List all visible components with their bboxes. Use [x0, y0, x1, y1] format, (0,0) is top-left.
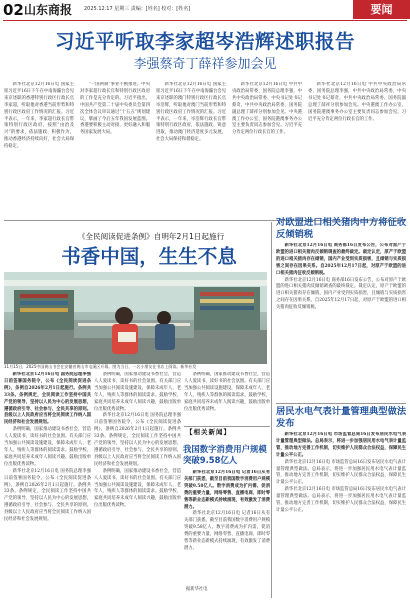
- feature-column-2: 条例明确，国家推动建设书香社会，营造人人爱读书、读好书的社会氛围。有关部门应当加强公共阅读设施建设，保障未成年人、老年人、残疾人等群体的阅读需求。鼓励学校、家庭共同培养未成年人阅读兴趣，鼓励出版单位出版优秀读物。 新华社北京12月16日电 国务院总理李强日前签署国务院令，公布《全民阅读促进条例》，条例自2026年2月1日起施行。条例共33条。条例规定，全民阅读工作坚持中国共产党的领导，坚持以人民为中心的发展思想，遵循政府引导、社会参与、全民共享的原则。县级以上人民政府应当将全民阅读工作纳入国民经济和社会发展规划。 条例明确，国家推动建设书香社会，营造人人爱读书、读好书的社会氛围。有关部门应当加强公共阅读设施建设，保障未成年人、老年人、残疾人等群体的阅读需求。鼓励学校、家庭共同培养未成年人阅读兴趣，鼓励出版单位出版优秀读物。: [94, 372, 181, 509]
- right-story-1-body: 新华社北京12月16日电 商务部16日发布公告，公布对原产于欧盟的进口相关猪肉反倾销调查的最终裁定。裁定认定，原产于欧盟的进口相关猪肉存在倾销，国内产业受到实质损害，且倾销与实质损害之间存在因果关系。自2025年12月17日起，对原产于欧盟的进口相关猪肉征收反倾销税。 新华社北京12月16日电 商务部16日发布公告，公布对原产于欧盟的进口相关猪肉反倾销调查的最终裁定。裁定认定，原产于欧盟的进口相关猪肉存在倾销，国内产业受到实质损害，且倾销与实质损害之间存在因果关系。自2025年12月17日起，对原产于欧盟的进口相关猪肉征收反倾销税。: [276, 243, 406, 311]
- related-news-label: 【相关新闻】: [186, 428, 231, 436]
- right-story-1-title: 对欧盟进口相关猪肉中方将征收反倾销税: [276, 217, 407, 240]
- top-story-column-2: “一国两制”事业不断推进。中央对李家超行政长官和特别行政区政府的工作是充分肯定的。习近平指出，中国共产党第二十届中央委员会第四次全体会议审议通过“十五五”规划建议，擘画了今后五年我国发展蓝图。香港要积极主动对接，更好融入和服务国家发展大局。: [80, 82, 150, 136]
- right-story-2-body: 新华社北京12月16日电 市场监管总局16日发布居民水电气表计量管理典型做法。总局表示，将进一步加强居民用水电气表计量监管，推动地方完善工作机制，切实维护人民群众合法权益，保障民生计量公平公正。 新华社北京12月16日电 市场监管总局16日发布居民水电气表计量管理典型做法。总局表示，将进一步加强居民用水电气表计量监管，推动地方完善工作机制，切实维护人民群众合法权益，保障民生计量公平公正。 新华社北京12月16日电 市场监管总局16日发布居民水电气表计量管理典型做法。总局表示，将进一步加强居民用水电气表计量监管，推动地方完善工作机制，切实维护人民群众合法权益，保障民生计量公平公正。: [276, 432, 406, 513]
- feature-headline: 书香中国，生生不息: [61, 245, 237, 268]
- paper-name: 山东商报: [24, 3, 73, 17]
- section-badge: 要闻: [353, 0, 410, 19]
- feature-column-1: 新华社北京12月16日电 国务院总理李强日前签署国务院令，公布《全民阅读促进条例》，条例自2026年2月1日起施行。条例共33条。条例规定，全民阅读工作坚持中国共产党的领导，坚持以人民为中心的发展思想，遵循政府引导、社会参与、全民共享的原则。县级以上人民政府应当将全民阅读工作纳入国民经济和社会发展规划。 条例明确，国家推动建设书香社会，营造人人爱读书、读好书的社会氛围。有关部门应当加强公共阅读设施建设，保障未成年人、老年人、残疾人等群体的阅读需求。鼓励学校、家庭共同培养未成年人阅读兴趣，鼓励出版单位出版优秀读物。 新华社北京12月16日电 国务院总理李强日前签署国务院令，公布《全民阅读促进条例》，条例自2026年2月1日起施行。条例共33条。条例规定，全民阅读工作坚持中国共产党的领导，坚持以人民为中心的发展思想，遵循政府引导、社会参与、全民共享的原则。县级以上人民政府应当将全民阅读工作纳入国民经济和社会发展规划。: [4, 372, 91, 523]
- column-divider: [271, 222, 272, 598]
- related-news-body: 新华社北京12月16日电 记者16日从有关部门获悉，截至目前我国数字消费用户规模突破9.58亿人。数字消费成为扩内需、促消费的重要力量，网络零售、直播电商、即时零售等新业态新模式持续涌现，有效激发了消费潜力。 新华社北京12月16日电 记者16日从有关部门获悉，截至目前我国数字消费用户规模突破9.58亿人。数字消费成为扩内需、促消费的重要力量，网络零售、直播电商、即时零售等新业态新模式持续涌现，有效激发了消费潜力。: [184, 470, 270, 551]
- feature-column-3: 条例明确，国家推动建设书香社会，营造人人爱读书、读好书的社会氛围。有关部门应当加强公共阅读设施建设，保障未成年人、老年人、残疾人等群体的阅读需求。鼓励学校、家庭共同培养未成年人阅读兴趣，鼓励出版单位出版优秀读物。: [184, 372, 270, 412]
- top-story-column-5: 新华社北京12月16日电 中共中央政治局常委、国务院总理李强，中共中央政治局常委、中央书记处书记蔡奇，中共中央政治局常委、国务院副总理丁薛祥分别参加会见。中央港澳工作办公室、国务院港澳事务办公室主要负责同志参加会见。习近平充分肯定两位行政长官的工作。: [308, 82, 406, 122]
- related-news-title: 我国数字消费用户规模突破9.58亿人: [183, 444, 267, 465]
- feature-kicker: 《全民阅读促进条例》自明年2月1日起施行: [77, 232, 225, 241]
- photo-caption: 11月15日，2025中国黄山书会在安徽省黄山市屯溪区开幕。图为当日，一名小朋友在书店上阅读。新华社发: [4, 364, 197, 369]
- page-number: 02: [3, 1, 24, 19]
- bookstore-scene-image: [4, 272, 267, 364]
- top-story-column-1: 新华社北京12月16日电 国家主席习近平16日下午在中南海瀛台会见来京述职的香港特别行政区行政长官李家超，听取他对香港当前形势和特别行政区政府工作情况的汇报。习近平表示，一年来，李家超行政长官带领特别行政区政府，按照“由治及兴”的要求，依法施政、积极作为，推动香港经济持续向好，社会大局保持稳定。: [4, 82, 74, 150]
- date-line: 2025.12.17 星期三 责编：[姓名] 校对：[姓名]: [84, 6, 191, 12]
- top-story-column-3: 新华社北京12月16日电 国家主席习近平16日下午在中南海瀛台会见来京述职的澳门特别行政区行政长官岑浩辉，听取他对澳门当前形势和特别行政区政府工作情况的汇报。习近平表示，一年来，岑浩辉行政长官带领特别行政区政府，依法施政、锐意进取，推动澳门经济适度多元发展，社会大局保持和谐稳定。: [156, 82, 226, 143]
- top-story-column-4: 新华社北京12月16日电 中共中央政治局常委、国务院总理李强，中共中央政治局常委、中央书记处书记蔡奇，中共中央政治局常委、国务院副总理丁薛祥分别参加会见。中央港澳工作办公室、国务院港澳事务办公室主要负责同志参加会见。习近平充分肯定两位行政长官的工作。: [232, 82, 302, 136]
- news-photo: [4, 272, 267, 364]
- main-subheadline: 李强蔡奇丁薛祥参加会见: [133, 57, 277, 72]
- right-story-2-title: 居民水电气表计量管理典型做法发布: [276, 406, 407, 429]
- right-story-divider: [276, 403, 406, 404]
- main-headline: 习近平听取李家超岑浩辉述职报告: [54, 30, 355, 53]
- related-news-source: 据新华社电: [186, 587, 208, 592]
- header-divider: [3, 20, 407, 21]
